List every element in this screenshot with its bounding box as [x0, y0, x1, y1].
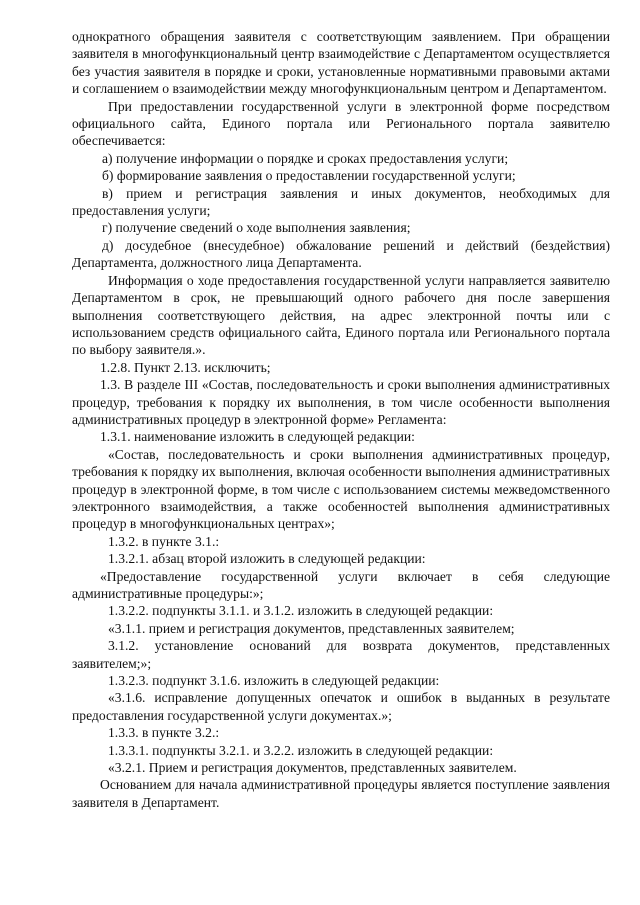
quote-3-2-1: «3.2.1. Прием и регистрация документов, представленных заявителем. — [108, 760, 517, 776]
clause-1-2-8: 1.2.8. Пункт 2.13. исключить; — [100, 359, 271, 375]
quote-3-1-2: 3.1.2. установление оснований для возврата документов, представленных заявителем;»; — [72, 638, 610, 671]
paragraph-procedure-basis: Основанием для начала административной процедуры является поступление заявления заявителя в Департамент. — [72, 777, 610, 810]
clause-1-3-3-1: 1.3.3.1. подпункты 3.2.1. и 3.2.2. изложить в следующей редакции: — [108, 742, 494, 758]
document-page — [72, 28, 610, 811]
paragraph-mfc-interaction: однократного обращения заявителя с соответствующим заявлением. При обращении заявителя в многофункциональный центр взаимодействие с Департаментом осуществляется без участия заявителя в порядке и сроки, установленные нормативными правовыми актами и соглашением о взаимодействии между многофункциональным центром и Департаментом. — [72, 29, 610, 97]
clause-1-3: 1.3. В разделе III «Состав, последовательность и сроки выполнения административных процедур, требования к порядку их выполнения, в том числе особенности выполнения административных процедур в электронной форме» Регламента: — [72, 377, 610, 427]
paragraph-progress-info: Информация о ходе предоставления государственной услуги направляется заявителю Департаментом в срок, не превышающий одного рабочего дня после завершения выполнения соответствующего действия, на адрес электронной почты или с использованием средств официального сайта, Единого портала или Регионального портала по выбору заявителя.». — [72, 272, 610, 358]
list-item-d: д) досудебное (внесудебное) обжалование решений и действий (бездействия) Департамента, должностного лица Департамента. — [72, 237, 610, 271]
list-item-v: в) прием и регистрация заявления и иных документов, необходимых для предоставления услуги; — [72, 185, 610, 219]
list-item-g: г) получение сведений о ходе выполнения заявления; — [102, 220, 411, 236]
clause-1-3-2-3: 1.3.2.3. подпункт 3.1.6. изложить в следующей редакции: — [108, 673, 440, 689]
quote-3-1-1: «3.1.1. прием и регистрация документов, представленных заявителем; — [108, 620, 515, 636]
paragraph-electronic-form: При предоставлении государственной услуги в электронной форме посредством официального сайта, Единого портала или Регионального портала заявителю обеспечивается: — [72, 98, 610, 149]
quote-section-title: «Состав, последовательность и сроки выполнения административных процедур, требования к порядку их выполнения, включая особенности выполнения административных процедур в электронной форме, в том числе с использованием системы межведомственного электронного взаимодействия, а также особенностей выполнения административных процедур в многофункциональных центрах»; — [72, 446, 610, 532]
clause-1-3-2: 1.3.2. в пункте 3.1.: — [108, 533, 220, 549]
list-item-b: б) формирование заявления о предоставлении государственной услуги; — [102, 168, 516, 184]
quote-3-1-6: «3.1.6. исправление допущенных опечаток и ошибок в выданных в результате предоставления государственной услуги документах.»; — [72, 690, 610, 723]
clause-1-3-3: 1.3.3. в пункте 3.2.: — [108, 725, 220, 741]
clause-1-3-2-2: 1.3.2.2. подпункты 3.1.1. и 3.1.2. изложить в следующей редакции: — [108, 603, 494, 619]
clause-1-3-2-1: 1.3.2.1. абзац второй изложить в следующей редакции: — [108, 551, 426, 567]
list-item-a: а) получение информации о порядке и сроках предоставления услуги; — [102, 150, 509, 166]
clause-1-3-1: 1.3.1. наименование изложить в следующей редакции: — [100, 429, 415, 445]
quote-procedures: «Предоставление государственной услуги включает в себя следующие административные процедуры:»; — [72, 568, 610, 601]
